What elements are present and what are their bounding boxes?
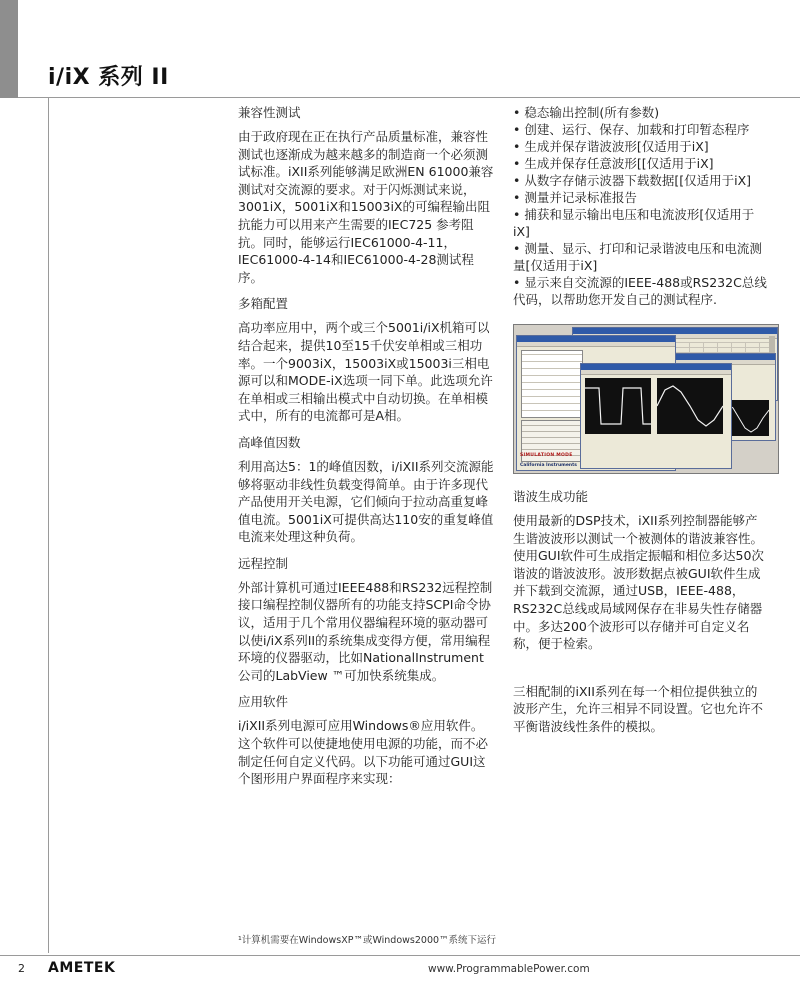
list-item: • 稳态输出控制(所有参数)	[513, 104, 769, 121]
section-body: 外部计算机可通过IEEE488和RS232远程控制接口编程控制仪器所有的功能支持SCPI命令协议，适用于几个常用仪器编程环境的驱动器可以使i/iX系列II的系统集成变得方便，常用编程环境的仪器驱动，比如NationalInstrument公司的LabView ™可加快系统集成。	[238, 579, 493, 683]
corner-bar	[0, 0, 18, 98]
section-heading: 谐波生成功能	[513, 489, 589, 504]
footer-rule	[0, 955, 800, 956]
software-screenshot	[513, 324, 779, 474]
section-heading: 多箱配置	[238, 296, 289, 312]
section-software	[238, 693, 494, 787]
left-column	[238, 104, 494, 797]
website-url[interactable]: www.ProgrammablePower.com	[428, 963, 590, 975]
footnote: ¹计算机需要在WindowsXP™或Windows2000™系统下运行	[238, 935, 497, 946]
list-item: • 显示来自交流源的IEEE-488或RS232C总线代码，以帮助您开发自己的测试程序.	[513, 274, 769, 308]
ametek-logo: AMETEK	[48, 960, 116, 976]
list-item: • 生成并保存任意波形[[仅适用于iX]	[513, 155, 769, 172]
list-item: • 生成并保存谐波波形[仅适用于iX]	[513, 138, 769, 155]
section-harmonics	[513, 488, 769, 653]
page-number: 2	[18, 962, 25, 975]
section-body: 高功率应用中，两个或三个5001i/iX机箱可以结合起来，提供10至15千伏安单相或三相功率。一个9003iX，15003iX或15003i三相电源可以和MODE-iX选项一同下单。此选项允许在单相或三相输出模式中自动切换。在单相模式中，所有的电流都可是A相。	[238, 320, 493, 424]
section-body: 三相配制的iXII系列在每一个相位提供独立的波形产生，允许三相异不同设置。它也允许不平衡谐波线性条件的模拟。	[513, 683, 764, 734]
simulation-mode-label: SIMULATION MODE	[520, 453, 573, 458]
list-item: • 测量、显示、打印和记录谐波电压和电流测量[仅适用于iX]	[513, 240, 769, 274]
section-remote-control	[238, 555, 494, 685]
margin-rule	[48, 98, 49, 953]
title-rule	[18, 97, 800, 98]
screenshot-window	[580, 363, 732, 469]
section-crest-factor	[238, 434, 494, 546]
list-item: • 测量并记录标准报告	[513, 189, 769, 206]
list-item: • 捕获和显示输出电压和电流波形[仅适用于iX]	[513, 206, 769, 240]
section-heading: 兼容性测试	[238, 105, 301, 120]
section-body: i/iXII系列电源可应用Windows®应用软件。这个软件可以使捷地使用电源的功能，而不必制定任何自定义代码。以下功能可通过GUI这个图形用户界面程序来实现：	[238, 718, 489, 787]
section-body: 由于政府现在正在执行产品质量标准，兼容性测试也逐渐成为越来越多的制造商一个必须测试标准。iXII系列能够满足欧洲EN 61000兼容测试对交流源的要求。对于闪烁测试来说，3001iX，5001iX和15003iX的可编程输出阻抗能力可以用来产生需要的IEC725 参考阻抗。同时，能够运行IEC61000-4-11，IEC61000-4-14和IEC61000-4-28测试程序。	[238, 129, 494, 285]
section-heading: 远程控制	[238, 555, 289, 571]
section-body: 使用最新的DSP技术，iXII系列控制器能够产生谐波波形以测试一个被测体的谐波兼容性。使用GUI软件可生成指定振幅和相位多达50次谐波的谐波波形。波形数据点被GUI软件生成并下载到交流源，通过USB，IEEE-488，RS232C总线或局域网保存在非易失性存储器中。多达200个波形可以存储并可自定义名称，便于检索。	[513, 513, 764, 652]
page-title: i/iX 系列 II	[48, 65, 169, 90]
right-column	[513, 104, 769, 745]
vendor-label: California Instruments	[520, 463, 577, 468]
feature-list	[513, 104, 769, 308]
section-body: 利用高达5：1的峰值因数，i/iXII系列交流源能够将驱动非线性负载变得简单。由于许多现代产品使用开关电源，它们倾向于拉动高重复峰值电流。5001iX可提供高达110安的重复峰值电流来处理这种负荷。	[238, 458, 494, 545]
section-three-phase	[513, 683, 769, 736]
list-item: • 创建、运行、保存、加载和打印暂态程序	[513, 121, 769, 138]
section-multi-box	[238, 295, 494, 425]
section-compatibility	[238, 104, 494, 286]
section-heading: 应用软件	[238, 694, 289, 710]
section-heading: 高峰值因数	[238, 434, 301, 450]
list-item: • 从数字存储示波器下载数据[[仅适用于iX]	[513, 172, 769, 189]
